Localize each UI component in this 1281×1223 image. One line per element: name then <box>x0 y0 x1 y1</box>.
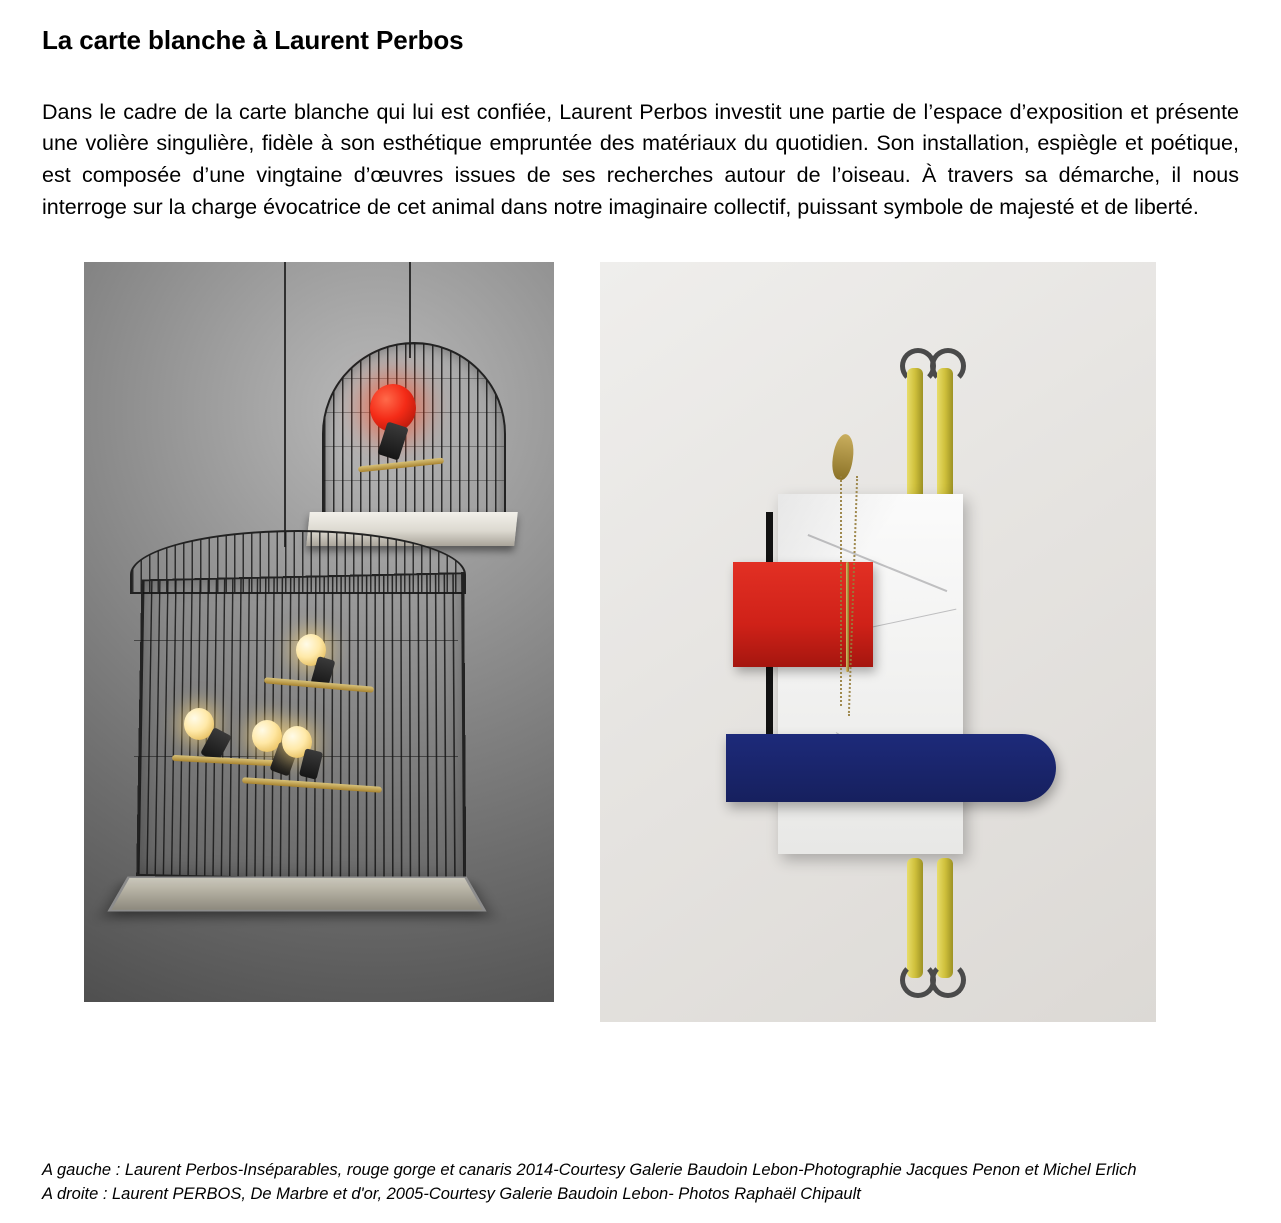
photo-right <box>600 262 1156 1022</box>
yellow-rod-lower <box>907 858 923 978</box>
page-title: La carte blanche à Laurent Perbos <box>42 25 464 55</box>
yellow-rod-upper <box>907 368 923 508</box>
yellow-rod-lower <box>937 858 953 978</box>
brass-rod <box>846 562 849 672</box>
caption-left: A gauche : Laurent Perbos-Inséparables, rouge gorge et canaris 2014-Courtesy Galerie Baudoin Lebon-Photographie Jacques Penon et Michel Erlich <box>42 1161 1137 1180</box>
small-birdcage <box>322 342 502 552</box>
caption-right: A droite : Laurent PERBOS, De Marbre et d'or, 2005-Courtesy Galerie Baudoin Lebon- Photos Raphaël Chipault <box>42 1185 861 1204</box>
large-birdcage <box>124 530 474 920</box>
large-cage-crossbar <box>134 640 458 642</box>
large-cage-floor-tray <box>107 876 486 911</box>
body-paragraph: Dans le cadre de la carte blanche qui lui est confiée, Laurent Perbos investit une partie de l’espace d’exposition et présente une volière singulière, fidèle à son esthétique empruntée des matériaux du quotidien. Son installation, espiègle et poétique, est composée d’une vingtaine d’œuvres issues de ses recherches autour de l’oiseau. À travers sa démarche, il nous interroge sur la charge évocatrice de cet animal dans notre imaginaire collectif, puissant symbole de majesté et de liberté. <box>42 99 1239 219</box>
photo-left <box>84 262 554 1002</box>
blue-shelf <box>726 734 1056 802</box>
figure-right-sculpture <box>600 262 1156 1022</box>
figure-row <box>42 224 1239 1022</box>
brass-chain <box>840 476 842 706</box>
hook-icon <box>930 962 966 998</box>
figure-left-birdcages <box>84 262 554 1002</box>
figure-captions <box>42 1159 1239 1207</box>
small-cage-dome <box>322 342 506 526</box>
hanging-wire-big-cage <box>284 262 286 547</box>
brass-feather <box>830 433 856 481</box>
